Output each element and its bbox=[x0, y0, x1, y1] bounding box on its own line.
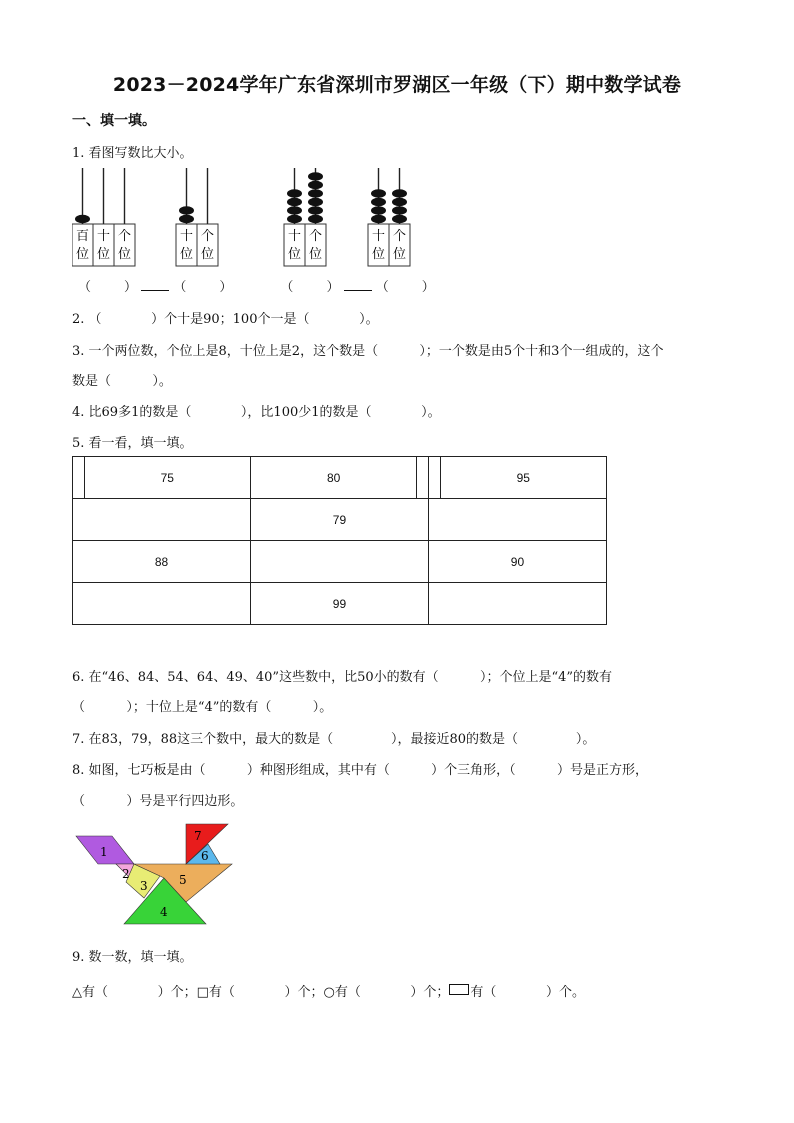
abacus-place-label: 位 bbox=[179, 247, 194, 262]
abacus bbox=[72, 168, 135, 266]
abacus-bead bbox=[371, 215, 386, 223]
q9-triangle-blank[interactable]: 有（ ）个； bbox=[82, 985, 197, 1000]
abacus bbox=[176, 168, 218, 266]
abacus-bead bbox=[179, 215, 194, 223]
table-cell: 99 bbox=[250, 583, 428, 625]
abacus-bead bbox=[287, 206, 302, 214]
table-cell[interactable] bbox=[417, 457, 429, 499]
abacus-bead bbox=[371, 206, 386, 214]
compare-blank[interactable] bbox=[141, 278, 169, 291]
table-cell[interactable] bbox=[73, 499, 251, 541]
table-row bbox=[73, 499, 607, 541]
abacus-place-label: 位 bbox=[308, 247, 323, 262]
abacus-place-label: 位 bbox=[371, 247, 386, 262]
table-cell: 75 bbox=[84, 457, 250, 499]
question-7: 7. 在83，79，88这三个数中，最大的数是（ ），最接近80的数是（ ）。 bbox=[72, 732, 596, 747]
answer-blank[interactable]: （ ） bbox=[173, 280, 233, 295]
tangram-label-4: 4 bbox=[160, 905, 168, 919]
abacus-bead bbox=[308, 198, 323, 206]
q1-answer-row bbox=[78, 276, 435, 295]
abacus-place-label: 个 bbox=[200, 229, 215, 244]
abacus-place-label: 十 bbox=[179, 229, 194, 244]
tangram-label-7: 7 bbox=[194, 829, 202, 843]
abacus-place-label: 百 bbox=[75, 229, 90, 244]
q9-rectangle-blank[interactable]: 有（ ）个。 bbox=[470, 985, 586, 1000]
abacus-bead bbox=[392, 215, 407, 223]
abacus-bead bbox=[392, 198, 407, 206]
question-3-line1: 3. 一个两位数，个位上是8，十位上是2，这个数是（ ）；一个数是由5个十和3个一组成的，这个 bbox=[72, 344, 664, 359]
abacus-place-label: 十 bbox=[96, 229, 111, 244]
table-cell[interactable] bbox=[250, 541, 428, 583]
answer-blank[interactable]: （ ） bbox=[375, 280, 435, 295]
abacus-place-label: 位 bbox=[287, 247, 302, 262]
question-5: 5. 看一看，填一填。 bbox=[72, 436, 193, 451]
table-cell[interactable] bbox=[73, 583, 251, 625]
abacus-bead bbox=[371, 198, 386, 206]
table-cell[interactable] bbox=[428, 583, 606, 625]
table-cell: 90 bbox=[428, 541, 606, 583]
question-6-line2: （ ）；十位上是“4”的数有（ ）。 bbox=[72, 700, 333, 715]
question-6-line1: 6. 在“46、84、54、64、49、40”这些数中，比50小的数有（ ）；个位上是“4”的数有 bbox=[72, 670, 613, 685]
compare-blank[interactable] bbox=[344, 278, 372, 291]
abacus-bead bbox=[308, 215, 323, 223]
question-1: 1. 看图写数比大小。 bbox=[72, 146, 193, 161]
abacus-bead bbox=[308, 181, 323, 189]
abacus-place-label: 十 bbox=[287, 229, 302, 244]
abacus-place-label: 位 bbox=[117, 247, 132, 262]
answer-blank[interactable]: （ ） bbox=[280, 280, 340, 295]
answer-blank[interactable]: （ ） bbox=[78, 280, 138, 295]
abacus-bead bbox=[308, 189, 323, 197]
abacus-bead bbox=[392, 189, 407, 197]
abacus-place-label: 位 bbox=[96, 247, 111, 262]
rectangle-icon bbox=[449, 984, 469, 995]
question-8-line2: （ ）号是平行四边形。 bbox=[72, 794, 244, 809]
tangram-label-1: 1 bbox=[100, 845, 108, 859]
abacus-bead bbox=[371, 189, 386, 197]
abacus-bead bbox=[75, 215, 90, 223]
triangle-icon: △ bbox=[72, 985, 82, 1000]
table-cell: 88 bbox=[73, 541, 251, 583]
question-3-line2: 数是（ ）。 bbox=[72, 374, 172, 389]
abacus-place-label: 位 bbox=[392, 247, 407, 262]
abacus-place-label: 位 bbox=[75, 247, 90, 262]
tangram-label-2: 2 bbox=[122, 867, 130, 881]
tangram-figure bbox=[70, 818, 235, 928]
question-9-answers bbox=[72, 981, 585, 1000]
abacus-bead bbox=[308, 172, 323, 180]
tangram-label-5: 5 bbox=[179, 873, 187, 887]
table-row bbox=[73, 583, 607, 625]
q9-circle-blank[interactable]: 有（ ）个； bbox=[334, 985, 450, 1000]
abacus bbox=[368, 168, 410, 266]
abacus-place-label: 个 bbox=[308, 229, 323, 244]
page-title: 2023－2024学年广东省深圳市罗湖区一年级（下）期中数学试卷 bbox=[112, 74, 682, 96]
table-row bbox=[73, 457, 607, 499]
tangram-label-6: 6 bbox=[201, 849, 209, 863]
abacus-bead bbox=[287, 215, 302, 223]
abacus-bead bbox=[308, 206, 323, 214]
table-cell[interactable] bbox=[428, 499, 606, 541]
abacus-place-label: 十 bbox=[371, 229, 386, 244]
square-icon: □ bbox=[196, 985, 209, 1000]
table-cell: 95 bbox=[440, 457, 606, 499]
abacus bbox=[284, 168, 326, 266]
abacus-figures bbox=[72, 166, 452, 270]
table-cell[interactable] bbox=[73, 457, 85, 499]
question-9: 9. 数一数，填一填。 bbox=[72, 950, 193, 965]
table-cell[interactable] bbox=[428, 457, 440, 499]
section-heading: 一、填一填。 bbox=[72, 113, 156, 129]
q9-square-blank[interactable]: 有（ ）个； bbox=[208, 985, 324, 1000]
abacus-bead bbox=[179, 206, 194, 214]
number-table bbox=[72, 456, 607, 625]
tangram-label-3: 3 bbox=[140, 879, 148, 893]
table-cell: 80 bbox=[250, 457, 416, 499]
circle-icon: ○ bbox=[323, 985, 335, 1000]
question-8-line1: 8. 如图，七巧板是由（ ）种图形组成，其中有（ ）个三角形，（ ）号是正方形， bbox=[72, 763, 649, 778]
abacus-place-label: 个 bbox=[117, 229, 132, 244]
abacus-place-label: 个 bbox=[392, 229, 407, 244]
abacus-bead bbox=[392, 206, 407, 214]
abacus-place-label: 位 bbox=[200, 247, 215, 262]
abacus-bead bbox=[287, 189, 302, 197]
question-2: 2. （ ）个十是90；100个一是（ ）。 bbox=[72, 312, 379, 327]
table-row bbox=[73, 541, 607, 583]
abacus-bead bbox=[287, 198, 302, 206]
table-cell: 79 bbox=[250, 499, 428, 541]
question-4: 4. 比69多1的数是（ ），比100少1的数是（ ）。 bbox=[72, 405, 441, 420]
